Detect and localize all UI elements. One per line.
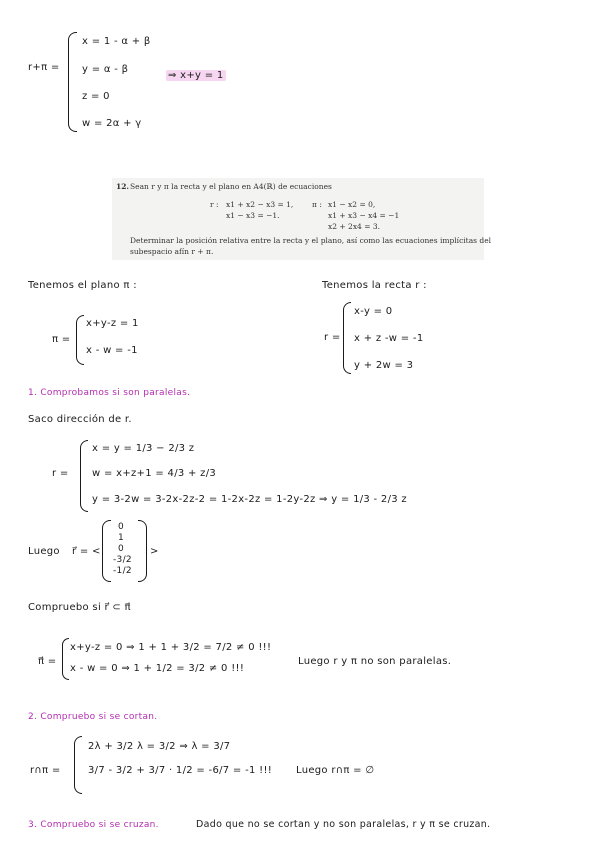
- problem-pi-eq-2: x1 + x3 − x4 = −1: [328, 211, 400, 220]
- top-eq-2: y = α - β: [82, 64, 129, 75]
- step2-eq-1: 2λ + 3/2 λ = 3/2 ⇒ λ = 3/7: [88, 741, 231, 752]
- top-eq-4: w = 2α + γ: [82, 118, 142, 129]
- line-intro: Tenemos la recta r :: [322, 280, 427, 291]
- step1-check-brace: [62, 638, 69, 680]
- problem-question-1: Determinar la posición relativa entre la recta y el plano, así como las ecuaciones implícitas del: [130, 236, 492, 245]
- step1-brace: [80, 440, 88, 512]
- top-system-label: r+π =: [28, 62, 60, 73]
- line-eq-3: y + 2w = 3: [354, 360, 414, 371]
- step1-check-eq-1: x+y-z = 0 ⇒ 1 + 1 + 3/2 = 7/2 ≠ 0 !!!: [70, 642, 272, 653]
- vector-left-paren: [102, 520, 111, 582]
- plane-eq-1: x+y-z = 1: [86, 318, 139, 329]
- plane-brace: [76, 315, 84, 365]
- problem-pi-eq-1: x1 − x2 = 0,: [328, 200, 376, 209]
- line-brace: [343, 302, 351, 374]
- step2-label: r∩π =: [30, 765, 61, 776]
- top-system-note: ⇒ x+y = 1: [168, 70, 224, 81]
- problem-pi-eq-3: x2 + 2x4 = 3.: [328, 222, 381, 231]
- step1-check: Compruebo si r⃗ ⊂ π⃗: [28, 602, 131, 613]
- step3-title: 3. Compruebo si se cruzan.: [28, 820, 159, 830]
- problem-statement: [112, 178, 492, 260]
- step2-brace: [74, 736, 82, 794]
- step1-eq-1: x = y = 1/3 − 2/3 z: [92, 443, 195, 454]
- problem-r-label: r :: [210, 200, 219, 209]
- problem-number: 12.: [116, 182, 130, 191]
- line-eq-2: x + z -w = -1: [354, 333, 424, 344]
- top-eq-1: x = 1 - α + β: [82, 36, 151, 47]
- step1-eq-2: w = x+z+1 = 4/3 + z/3: [92, 468, 217, 479]
- vector-right-paren: [138, 520, 147, 582]
- step3-conclusion: Dado que no se cortan y no son paralelas, r y π se cruzan.: [196, 819, 491, 830]
- vector-component-1: 0: [118, 522, 125, 532]
- line-eq-1: x-y = 0: [354, 306, 393, 317]
- problem-intro: Sean r y π la recta y el plano en A4(ℝ) de ecuaciones: [130, 182, 332, 191]
- plane-eq-2: x - w = -1: [86, 345, 138, 356]
- vector-component-3: 0: [118, 544, 125, 554]
- plane-intro: Tenemos el plano π :: [28, 280, 137, 291]
- step1-vec-close: >: [150, 546, 159, 557]
- top-eq-3: z = 0: [82, 91, 110, 102]
- problem-pi-label: π :: [312, 200, 322, 209]
- problem-r-eq-1: x1 + x2 − x3 = 1,: [226, 200, 294, 209]
- step1-check-eq-2: x - w = 0 ⇒ 1 + 1/2 = 3/2 ≠ 0 !!!: [70, 663, 245, 674]
- step1-pi-vec-label: π⃗ =: [38, 656, 57, 667]
- step1-r-label: r =: [52, 468, 69, 479]
- step1-luego: Luego: [28, 546, 60, 557]
- step1-direction-intro: Saco dirección de r.: [28, 414, 132, 425]
- step1-conclusion: Luego r y π no son paralelas.: [298, 656, 452, 667]
- top-system-brace: [68, 32, 77, 132]
- step2-conclusion: Luego r∩π = ∅: [296, 765, 375, 776]
- step2-title: 2. Compruebo si se cortan.: [28, 712, 158, 722]
- line-label: r =: [324, 332, 341, 343]
- vector-component-2: 1: [118, 533, 125, 543]
- step1-eq-3: y = 3-2w = 3-2x-2z-2 = 1-2x-2z = 1-2y-2z ⇒ y = 1/3 - 2/3 z: [92, 494, 407, 505]
- problem-r-eq-2: x1 − x3 = −1.: [226, 211, 280, 220]
- step1-vec-label: r⃗ = <: [72, 546, 101, 557]
- step1-title: 1. Comprobamos si son paralelas.: [28, 388, 191, 398]
- step2-eq-2: 3/7 - 3/2 + 3/7 · 1/2 = -6/7 = -1 !!!: [88, 765, 273, 776]
- plane-label: π =: [52, 334, 71, 345]
- direction-vector: [102, 520, 148, 582]
- vector-component-5: -1/2: [113, 566, 132, 576]
- problem-question-2: subespacio afín r + π.: [130, 247, 214, 256]
- vector-component-4: -3/2: [113, 555, 132, 565]
